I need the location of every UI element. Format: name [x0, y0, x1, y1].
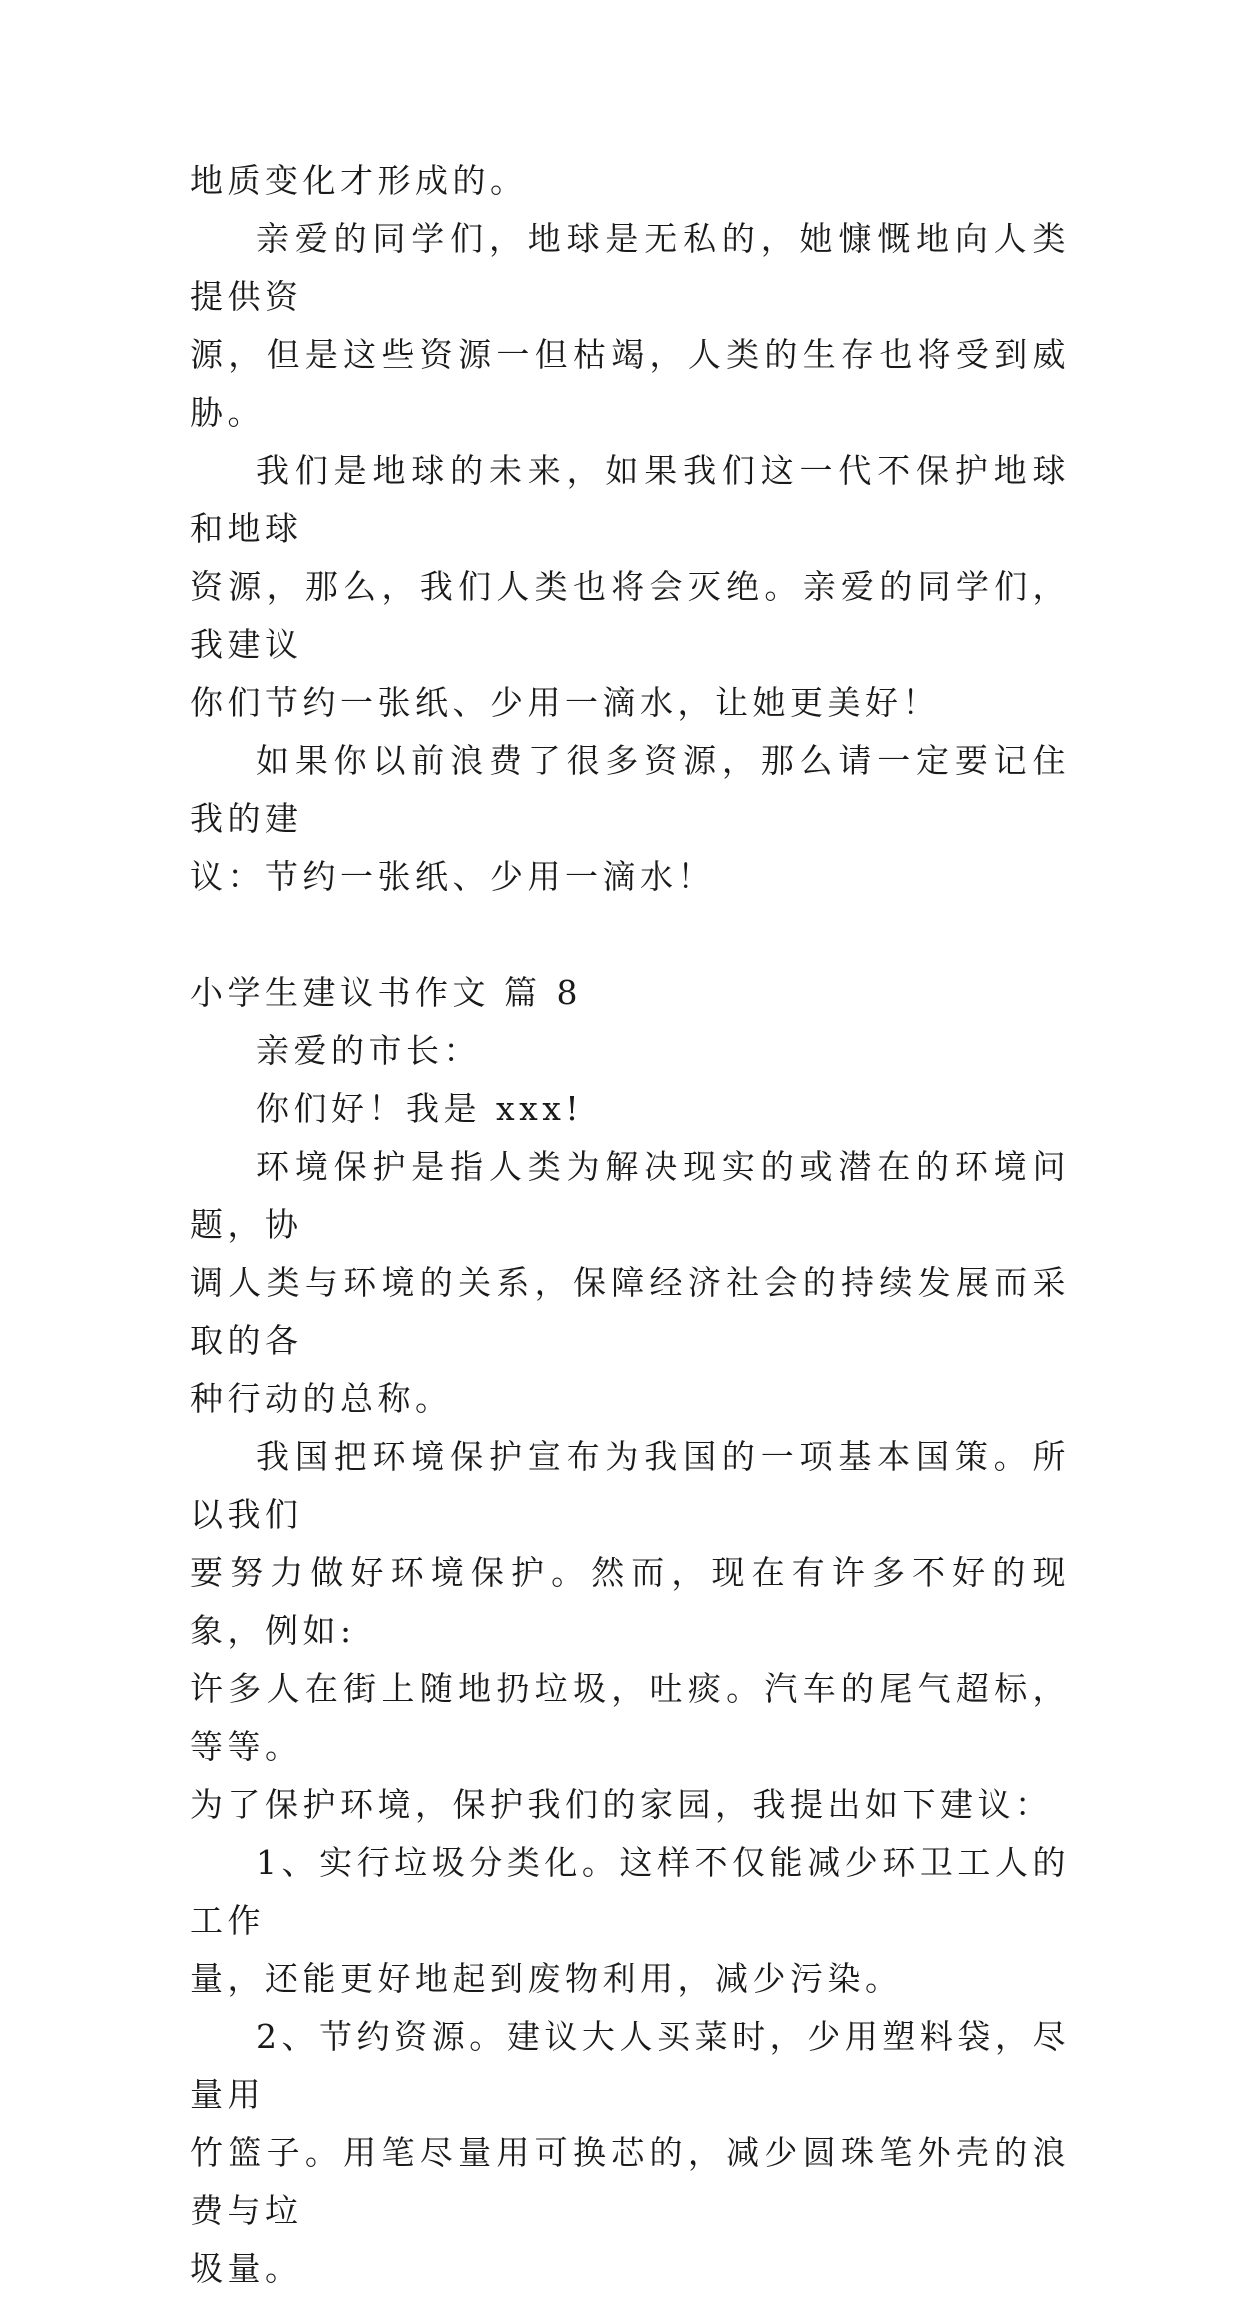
- text-line: 竹篮子。用笔尽量用可换芯的，减少圆珠笔外壳的浪费与垃: [190, 2133, 1070, 2230]
- text-line: 环境保护是指人类为解决现实的或潜在的环境问题，协: [190, 1147, 1070, 1244]
- text-line: 我们是地球的未来，如果我们这一代不保护地球和地球: [190, 451, 1070, 548]
- text-line: 调人类与环境的关系，保障经济社会的持续发展而采取的各: [190, 1263, 1070, 1360]
- section-number: 篇 8: [504, 973, 582, 1012]
- section-title: [190, 964, 1070, 1022]
- paragraph: [190, 2008, 1070, 2298]
- text-line: 量，还能更好地起到废物利用，减少污染。: [190, 1959, 903, 1998]
- text-line: 1、实行垃圾分类化。这样不仅能减少环卫工人的工作: [190, 1843, 1070, 1940]
- text-line: 亲爱的市长：: [256, 1031, 481, 1070]
- text-line: 我国把环境保护宣布为我国的一项基本国策。所以我们: [190, 1437, 1070, 1534]
- text-line: 你们好！我是 xxx!: [256, 1089, 584, 1128]
- paragraph: [190, 1138, 1070, 1428]
- text-line: 源，但是这些资源一但枯竭，人类的生存也将受到威胁。: [190, 335, 1070, 432]
- text-line: 要努力做好环境保护。然而，现在有许多不好的现象，例如:: [190, 1553, 1070, 1650]
- paragraph: [190, 732, 1070, 906]
- text-line: 资源，那么，我们人类也将会灭绝。亲爱的同学们，我建议: [190, 567, 1070, 664]
- text-line: 议：节约一张纸、少用一滴水！: [190, 857, 715, 896]
- paragraph: [190, 1022, 1070, 1080]
- text-line: 地质变化才形成的。: [190, 161, 528, 200]
- text-line: 许多人在街上随地扔垃圾，吐痰。汽车的尾气超标，等等。: [190, 1669, 1070, 1766]
- text-line: 种行动的总称。: [190, 1379, 453, 1418]
- paragraph: [190, 1428, 1070, 1834]
- paragraph: [190, 442, 1070, 732]
- document-page: [190, 152, 1070, 2298]
- paragraph: [190, 1834, 1070, 2008]
- text-line: 2、节约资源。建议大人买菜时，少用塑料袋，尽量用: [190, 2017, 1070, 2114]
- text-line: 亲爱的同学们，地球是无私的，她慷慨地向人类提供资: [190, 219, 1070, 316]
- paragraph-group-bottom: [190, 1022, 1070, 2298]
- section-title-text: 小学生建议书作文: [190, 973, 490, 1012]
- text-line: 为了保护环境，保护我们的家园，我提出如下建议：: [190, 1785, 1053, 1824]
- paragraph: [190, 210, 1070, 442]
- paragraph: [190, 1080, 1070, 1138]
- text-line: 你们节约一张纸、少用一滴水，让她更美好！: [190, 683, 940, 722]
- paragraph-group-top: [190, 152, 1070, 906]
- text-line: 如果你以前浪费了很多资源，那么请一定要记住我的建: [190, 741, 1070, 838]
- text-line: 圾量。: [190, 2249, 303, 2288]
- paragraph: [190, 152, 1070, 210]
